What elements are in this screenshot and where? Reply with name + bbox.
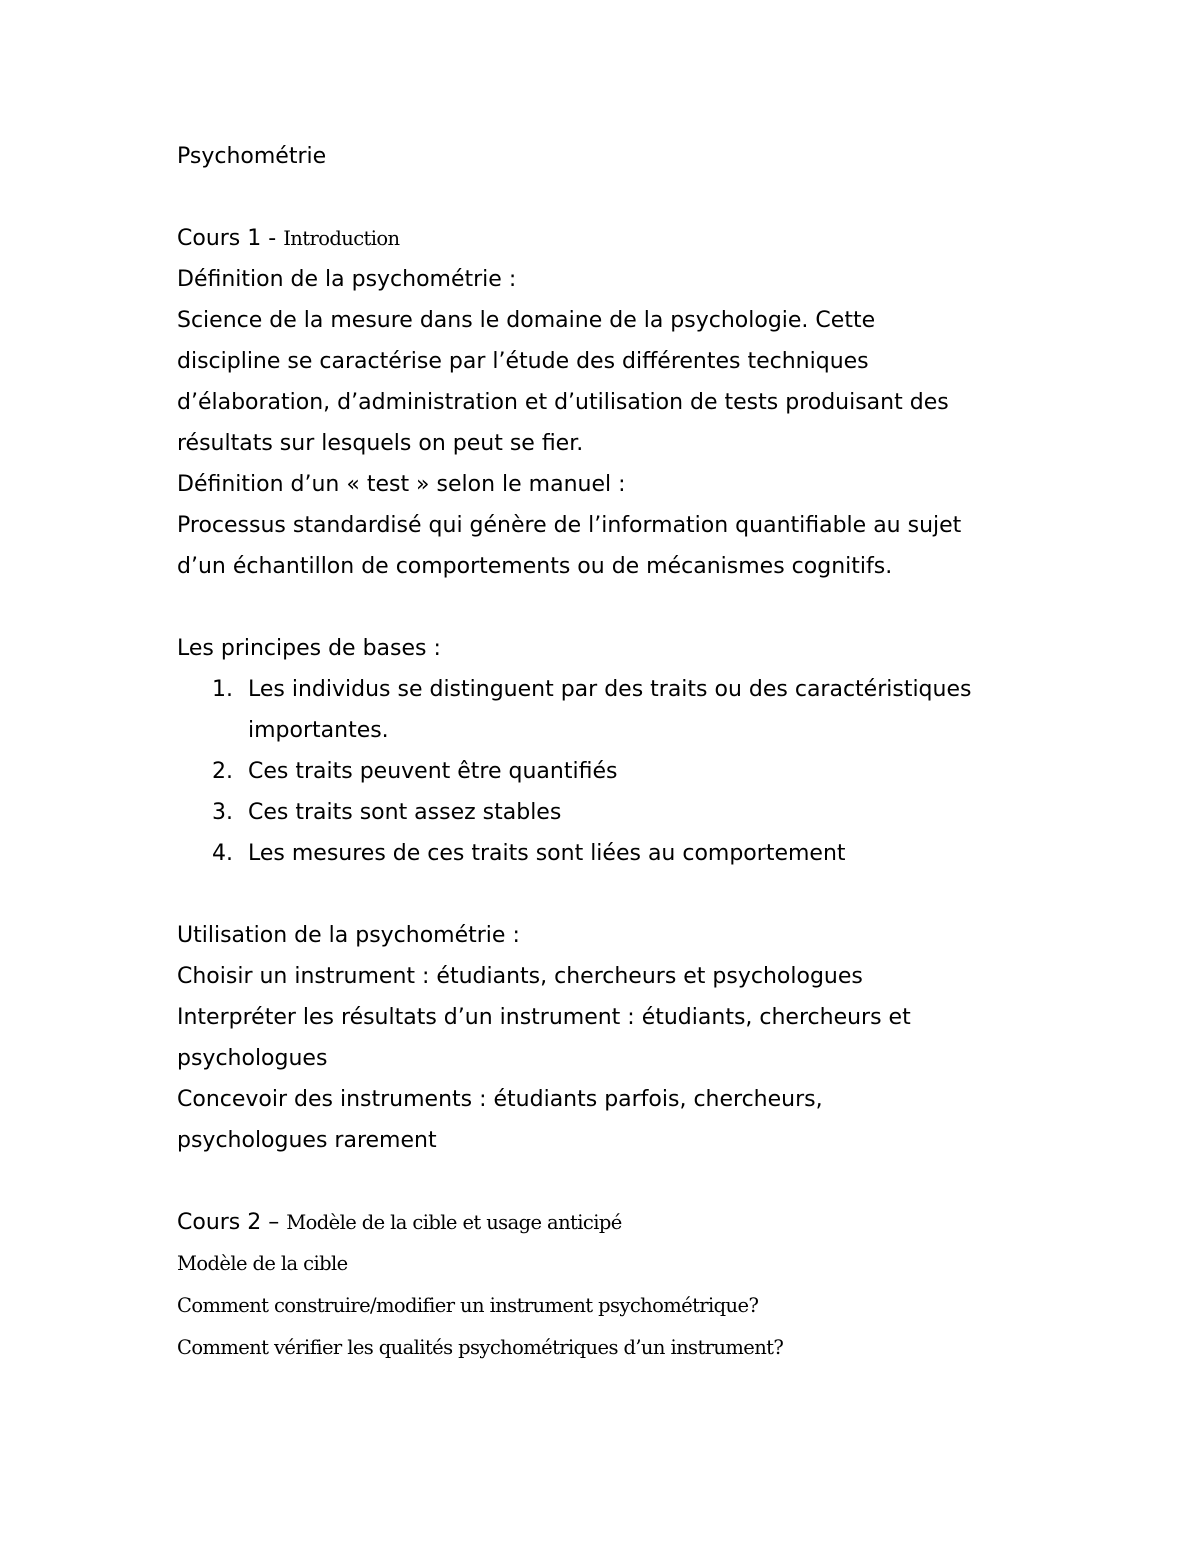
usage-label: Utilisation de la psychométrie :: [177, 923, 520, 948]
definition-test-line: d’un échantillon de comportements ou de mécanismes cognitifs.: [177, 554, 893, 579]
blank-line: [177, 874, 1047, 915]
course1-heading-prefix: Cours 1 -: [177, 226, 284, 251]
usage-line: Interpréter les résultats d’un instrument : étudiants, chercheurs et: [177, 1005, 911, 1030]
definition-psychometrie-line: d’élaboration, d’administration et d’utilisation de tests produisant des: [177, 390, 949, 415]
document-body: [177, 136, 1047, 1369]
blank-line: [177, 1161, 1047, 1202]
document-title: Psychométrie: [177, 144, 327, 169]
principle-item: [177, 751, 1047, 792]
principles-label: Les principes de bases :: [177, 636, 441, 661]
course1-heading-topic: Introduction: [283, 227, 400, 250]
definition-psychometrie-line: résultats sur lesquels on peut se fier.: [177, 431, 584, 456]
principle-text: Les mesures de ces traits sont liées au comportement: [248, 841, 846, 866]
principle-number: 4.: [212, 841, 233, 866]
definition-test-label: Définition d’un « test » selon le manuel :: [177, 472, 626, 497]
definition-test-line: Processus standardisé qui génère de l’information quantifiable au sujet: [177, 513, 962, 538]
course2-heading-prefix: Cours 2 –: [177, 1210, 287, 1235]
definition-psychometrie-label: Définition de la psychométrie :: [177, 267, 517, 292]
blank-line: [177, 587, 1047, 628]
course2-heading: [177, 1202, 1047, 1243]
usage-line: psychologues rarement: [177, 1128, 437, 1153]
principle-number: 1.: [212, 677, 233, 702]
course2-line: Comment vérifier les qualités psychométriques d’un instrument?: [177, 1336, 784, 1359]
course2-line: Comment construire/modifier un instrument psychométrique?: [177, 1294, 759, 1317]
blank-line: [177, 177, 1047, 218]
principle-number: 3.: [212, 800, 233, 825]
principle-text: Ces traits sont assez stables: [248, 800, 562, 825]
usage-line: Choisir un instrument : étudiants, chercheurs et psychologues: [177, 964, 863, 989]
definition-psychometrie-line: Science de la mesure dans le domaine de la psychologie. Cette: [177, 308, 876, 333]
course2-line: Modèle de la cible: [177, 1252, 348, 1275]
principle-text: Les individus se distinguent par des traits ou des caractéristiques: [248, 677, 972, 702]
principle-text: Ces traits peuvent être quantifiés: [248, 759, 618, 784]
principle-item: [177, 669, 1047, 751]
course1-heading: [177, 218, 1047, 259]
principle-item: [177, 833, 1047, 874]
principle-number: 2.: [212, 759, 233, 784]
course2-heading-topic: Modèle de la cible et usage anticipé: [286, 1211, 622, 1234]
usage-line: psychologues: [177, 1046, 328, 1071]
definition-psychometrie-line: discipline se caractérise par l’étude des différentes techniques: [177, 349, 869, 374]
principle-item: [177, 792, 1047, 833]
principle-text: importantes.: [248, 718, 389, 743]
usage-line: Concevoir des instruments : étudiants parfois, chercheurs,: [177, 1087, 823, 1112]
principles-list: [177, 669, 1047, 874]
